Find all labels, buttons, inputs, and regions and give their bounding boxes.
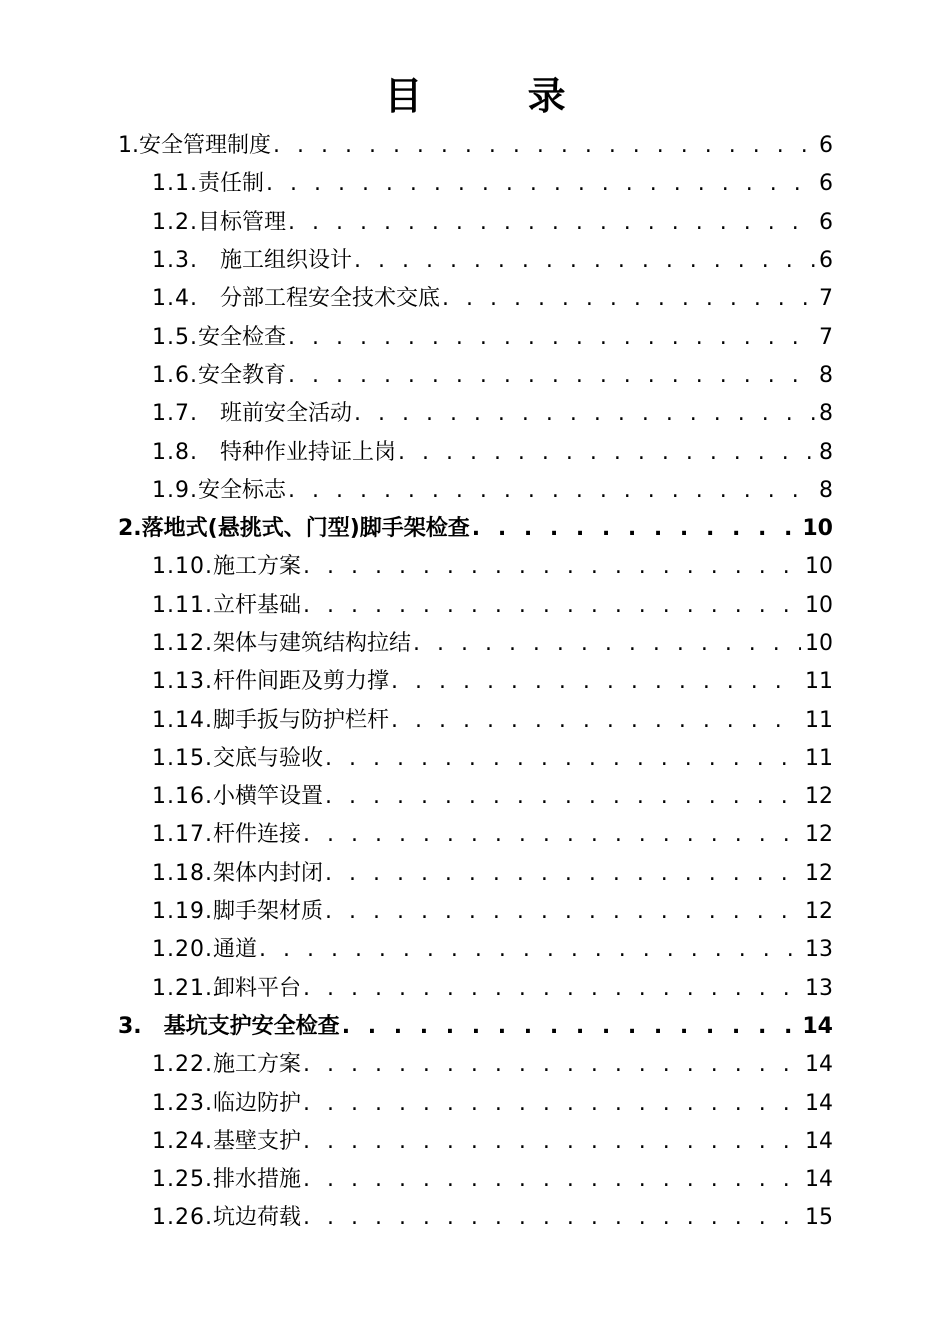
toc-entry-number: 1.26. bbox=[152, 1205, 213, 1231]
toc-entry-heading[interactable] bbox=[152, 395, 352, 433]
toc-entry[interactable] bbox=[118, 510, 833, 548]
dot-leader bbox=[472, 510, 799, 548]
toc-entry-number: 1.25. bbox=[152, 1167, 213, 1193]
toc-entry-number: 1. bbox=[118, 133, 139, 159]
toc-entry-number: 1.4. bbox=[152, 286, 198, 312]
toc-entry[interactable] bbox=[152, 1161, 833, 1199]
toc-entry-title: 目标管理 bbox=[197, 209, 286, 235]
dot-leader bbox=[303, 587, 801, 625]
toc-entry-title: 安全教育 bbox=[197, 362, 286, 388]
toc-entry-page-number: 10 bbox=[805, 592, 833, 618]
toc-entry-heading[interactable] bbox=[152, 1085, 301, 1123]
dot-leader bbox=[398, 434, 815, 472]
toc-entry-page-number: 6 bbox=[819, 248, 833, 274]
dot-leader bbox=[342, 1008, 799, 1046]
toc-entry[interactable] bbox=[152, 625, 833, 663]
toc-entry-heading[interactable] bbox=[152, 931, 257, 969]
toc-entry-heading[interactable] bbox=[152, 357, 286, 395]
toc-entry-heading[interactable] bbox=[152, 816, 301, 854]
toc-entry-page-number: 8 bbox=[819, 477, 833, 503]
toc-entry-heading[interactable] bbox=[152, 204, 286, 242]
toc-entry-title: 责任制 bbox=[197, 171, 264, 197]
toc-entry-title: 落地式(悬挑式、门型)脚手架检查 bbox=[141, 516, 470, 542]
toc-entry-page-number: 10 bbox=[805, 631, 833, 656]
toc-entry-title: 分部工程安全技术交底 bbox=[219, 286, 440, 312]
toc-entry-page-number: 14 bbox=[805, 1128, 833, 1154]
dot-leader bbox=[303, 1046, 801, 1084]
toc-entry-title: 通道 bbox=[212, 937, 257, 963]
dot-leader bbox=[288, 357, 815, 395]
toc-entry-title: 架体与建筑结构拉结 bbox=[212, 631, 411, 656]
toc-entry-title: 基坑支护安全检查 bbox=[163, 1013, 340, 1039]
toc-entry-title: 安全管理制度 bbox=[139, 133, 272, 159]
toc-entry[interactable] bbox=[152, 893, 833, 931]
toc-entry-page-number: 11 bbox=[805, 707, 833, 733]
toc-entry[interactable] bbox=[152, 357, 833, 395]
toc-entry-number: 1.17. bbox=[152, 822, 213, 848]
toc-entry[interactable] bbox=[152, 395, 833, 433]
toc-entry-title: 临边防护 bbox=[212, 1090, 301, 1116]
toc-entry[interactable] bbox=[152, 778, 833, 816]
toc-entry-number: 1.15. bbox=[152, 745, 213, 771]
toc-entry[interactable] bbox=[152, 931, 833, 969]
toc-entry-number: 1.19. bbox=[152, 899, 213, 925]
toc-entry[interactable] bbox=[118, 127, 833, 165]
toc-entry-title: 杆件连接 bbox=[212, 822, 301, 848]
toc-entry-title: 立杆基础 bbox=[212, 592, 301, 618]
toc-entry-number: 2. bbox=[118, 516, 142, 542]
toc-entry-heading[interactable] bbox=[152, 778, 323, 816]
toc-entry-heading[interactable] bbox=[152, 1199, 301, 1237]
toc-entry-number: 1.24. bbox=[152, 1128, 213, 1154]
toc-entry-number: 1.9. bbox=[152, 477, 198, 503]
toc-entry-page-number: 14 bbox=[805, 1052, 833, 1078]
toc-entry-title: 施工方案 bbox=[212, 1052, 301, 1078]
toc-entry-heading[interactable] bbox=[152, 625, 411, 663]
toc-entry[interactable] bbox=[118, 1008, 833, 1046]
dot-leader bbox=[288, 319, 815, 357]
toc-entry-page-number: 7 bbox=[819, 324, 833, 350]
toc-entry[interactable] bbox=[152, 1123, 833, 1161]
toc-entry-title: 安全标志 bbox=[197, 477, 286, 503]
toc-entry-heading[interactable] bbox=[152, 740, 323, 778]
toc-entry-number: 1.7. bbox=[152, 401, 198, 427]
toc-entry-page-number: 13 bbox=[805, 975, 833, 1001]
toc-entry-number: 1.2. bbox=[152, 209, 198, 235]
toc-entry-number: 1.18. bbox=[152, 860, 213, 886]
toc-entry-heading[interactable] bbox=[152, 893, 323, 931]
toc-entry-title: 架体内封闭 bbox=[212, 860, 323, 886]
toc-entry[interactable] bbox=[152, 1046, 833, 1084]
dot-leader bbox=[288, 204, 815, 242]
dot-leader bbox=[303, 548, 801, 586]
toc-entry-title: 施工方案 bbox=[212, 554, 301, 580]
dot-leader bbox=[325, 740, 801, 778]
toc-entry-number: 1.8. bbox=[152, 439, 198, 465]
toc-entry-heading[interactable] bbox=[152, 855, 323, 893]
toc-entry-page-number: 6 bbox=[819, 133, 833, 159]
toc-entry-title: 班前安全活动 bbox=[219, 401, 352, 427]
toc-entry[interactable] bbox=[152, 855, 833, 893]
toc-entry-heading[interactable] bbox=[152, 702, 389, 740]
toc-entry-heading[interactable] bbox=[152, 1161, 301, 1199]
toc-entry-page-number: 11 bbox=[805, 745, 833, 771]
toc-entry-number: 1.22. bbox=[152, 1052, 213, 1078]
toc-entry[interactable] bbox=[152, 1199, 833, 1237]
toc-entry-title: 小横竿设置 bbox=[212, 784, 323, 810]
toc-entry-heading[interactable] bbox=[118, 510, 470, 548]
toc-entry-heading[interactable] bbox=[152, 1046, 301, 1084]
toc-entry-number: 1.13. bbox=[152, 669, 213, 695]
toc-entry-number: 1.23. bbox=[152, 1090, 213, 1116]
toc-entry-number: 1.3. bbox=[152, 248, 198, 274]
toc-entry[interactable] bbox=[152, 433, 833, 471]
toc-entry-page-number: 13 bbox=[805, 937, 833, 963]
toc-entry-page-number: 8 bbox=[819, 362, 833, 388]
toc-entry-heading[interactable] bbox=[152, 970, 301, 1008]
dot-leader bbox=[391, 702, 801, 740]
toc-entry-number: 3. bbox=[118, 1013, 142, 1039]
toc-entry-page-number: 7 bbox=[819, 286, 833, 312]
toc-entry[interactable] bbox=[152, 548, 833, 586]
toc-entry-title: 卸料平台 bbox=[212, 975, 301, 1001]
toc-entry-page-number: 14 bbox=[805, 1167, 833, 1193]
toc-entry-heading[interactable] bbox=[152, 280, 440, 318]
toc-entry-title: 坑边荷载 bbox=[212, 1205, 301, 1231]
dot-leader bbox=[303, 1123, 801, 1161]
toc-entry[interactable] bbox=[152, 663, 833, 701]
dot-leader bbox=[273, 127, 815, 165]
dot-leader bbox=[259, 931, 801, 969]
toc-entry-title: 基壁支护 bbox=[212, 1128, 301, 1154]
toc-entry-heading[interactable] bbox=[152, 548, 301, 586]
toc-entry-title: 交底与验收 bbox=[212, 745, 323, 771]
toc-entry-heading[interactable] bbox=[152, 319, 286, 357]
toc-entry-number: 1.20. bbox=[152, 937, 213, 963]
toc-entry[interactable] bbox=[152, 242, 833, 280]
toc-entry-number: 1.5. bbox=[152, 324, 198, 350]
toc-entry-page-number: 6 bbox=[819, 171, 833, 197]
toc-entry-heading[interactable] bbox=[118, 127, 271, 165]
toc-entry-title: 特种作业持证上岗 bbox=[219, 439, 396, 465]
toc-entry-number: 1.1. bbox=[152, 171, 198, 197]
dot-leader bbox=[442, 280, 815, 318]
toc-entry-heading[interactable] bbox=[152, 663, 389, 701]
toc-entry[interactable] bbox=[152, 204, 833, 242]
toc-entry-page-number: 12 bbox=[805, 784, 833, 810]
toc-entry-heading[interactable] bbox=[152, 242, 352, 280]
toc-entry-title: 施工组织设计 bbox=[219, 248, 352, 274]
toc-entry-heading[interactable] bbox=[152, 165, 264, 203]
dot-leader bbox=[303, 1161, 801, 1199]
toc-entry-title: 排水措施 bbox=[212, 1167, 301, 1193]
toc-entry-page-number: 8 bbox=[819, 401, 833, 427]
toc-entry-page-number: 10 bbox=[802, 516, 833, 542]
toc-entry-number: 1.6. bbox=[152, 362, 198, 388]
toc-entry-number: 1.12. bbox=[152, 631, 213, 656]
dot-leader bbox=[288, 472, 815, 510]
dot-leader bbox=[303, 816, 801, 854]
dot-leader bbox=[266, 165, 815, 203]
table-of-contents bbox=[0, 127, 950, 1238]
toc-entry-page-number: 12 bbox=[805, 822, 833, 848]
toc-entry[interactable] bbox=[152, 280, 833, 318]
toc-entry[interactable] bbox=[152, 740, 833, 778]
toc-entry-page-number: 6 bbox=[819, 209, 833, 235]
dot-leader bbox=[303, 1199, 801, 1237]
toc-entry-heading[interactable] bbox=[152, 587, 301, 625]
toc-entry-heading[interactable] bbox=[152, 1123, 301, 1161]
toc-entry-page-number: 8 bbox=[819, 439, 833, 465]
toc-entry-number: 1.21. bbox=[152, 975, 213, 1001]
toc-entry[interactable] bbox=[152, 587, 833, 625]
toc-entry[interactable] bbox=[152, 1084, 833, 1122]
toc-entry-page-number: 10 bbox=[805, 554, 833, 580]
toc-entry-page-number: 12 bbox=[805, 899, 833, 925]
toc-entry-page-number: 11 bbox=[805, 669, 833, 695]
toc-entry[interactable] bbox=[152, 816, 833, 854]
toc-entry-page-number: 15 bbox=[805, 1205, 833, 1231]
dot-leader bbox=[354, 395, 815, 433]
dot-leader bbox=[325, 855, 801, 893]
toc-entry-title: 脚手扳与防护栏杆 bbox=[212, 707, 389, 733]
dot-leader bbox=[325, 778, 801, 816]
dot-leader bbox=[413, 625, 801, 663]
toc-entry[interactable] bbox=[152, 701, 833, 739]
dot-leader bbox=[303, 970, 801, 1008]
toc-entry-page-number: 14 bbox=[805, 1090, 833, 1116]
page-title: 目 录 bbox=[384, 74, 612, 118]
toc-entry-heading[interactable] bbox=[118, 1008, 340, 1046]
toc-entry-number: 1.16. bbox=[152, 784, 213, 810]
toc-entry-number: 1.10. bbox=[152, 554, 213, 580]
toc-entry-heading[interactable] bbox=[152, 434, 396, 472]
toc-entry-title: 杆件间距及剪力撑 bbox=[212, 669, 389, 695]
toc-entry-number: 1.11. bbox=[152, 592, 213, 618]
toc-entry-number: 1.14. bbox=[152, 707, 213, 733]
toc-entry[interactable] bbox=[152, 165, 833, 203]
toc-entry-heading[interactable] bbox=[152, 472, 286, 510]
dot-leader bbox=[303, 1085, 801, 1123]
toc-entry[interactable] bbox=[152, 472, 833, 510]
dot-leader bbox=[354, 242, 815, 280]
dot-leader bbox=[325, 893, 801, 931]
toc-entry-title: 安全检查 bbox=[197, 324, 286, 350]
toc-entry-title: 脚手架材质 bbox=[212, 899, 323, 925]
toc-entry-page-number: 14 bbox=[802, 1013, 833, 1039]
toc-entry-page-number: 12 bbox=[805, 860, 833, 886]
toc-entry[interactable] bbox=[152, 318, 833, 356]
toc-entry[interactable] bbox=[152, 970, 833, 1008]
dot-leader bbox=[391, 663, 801, 701]
